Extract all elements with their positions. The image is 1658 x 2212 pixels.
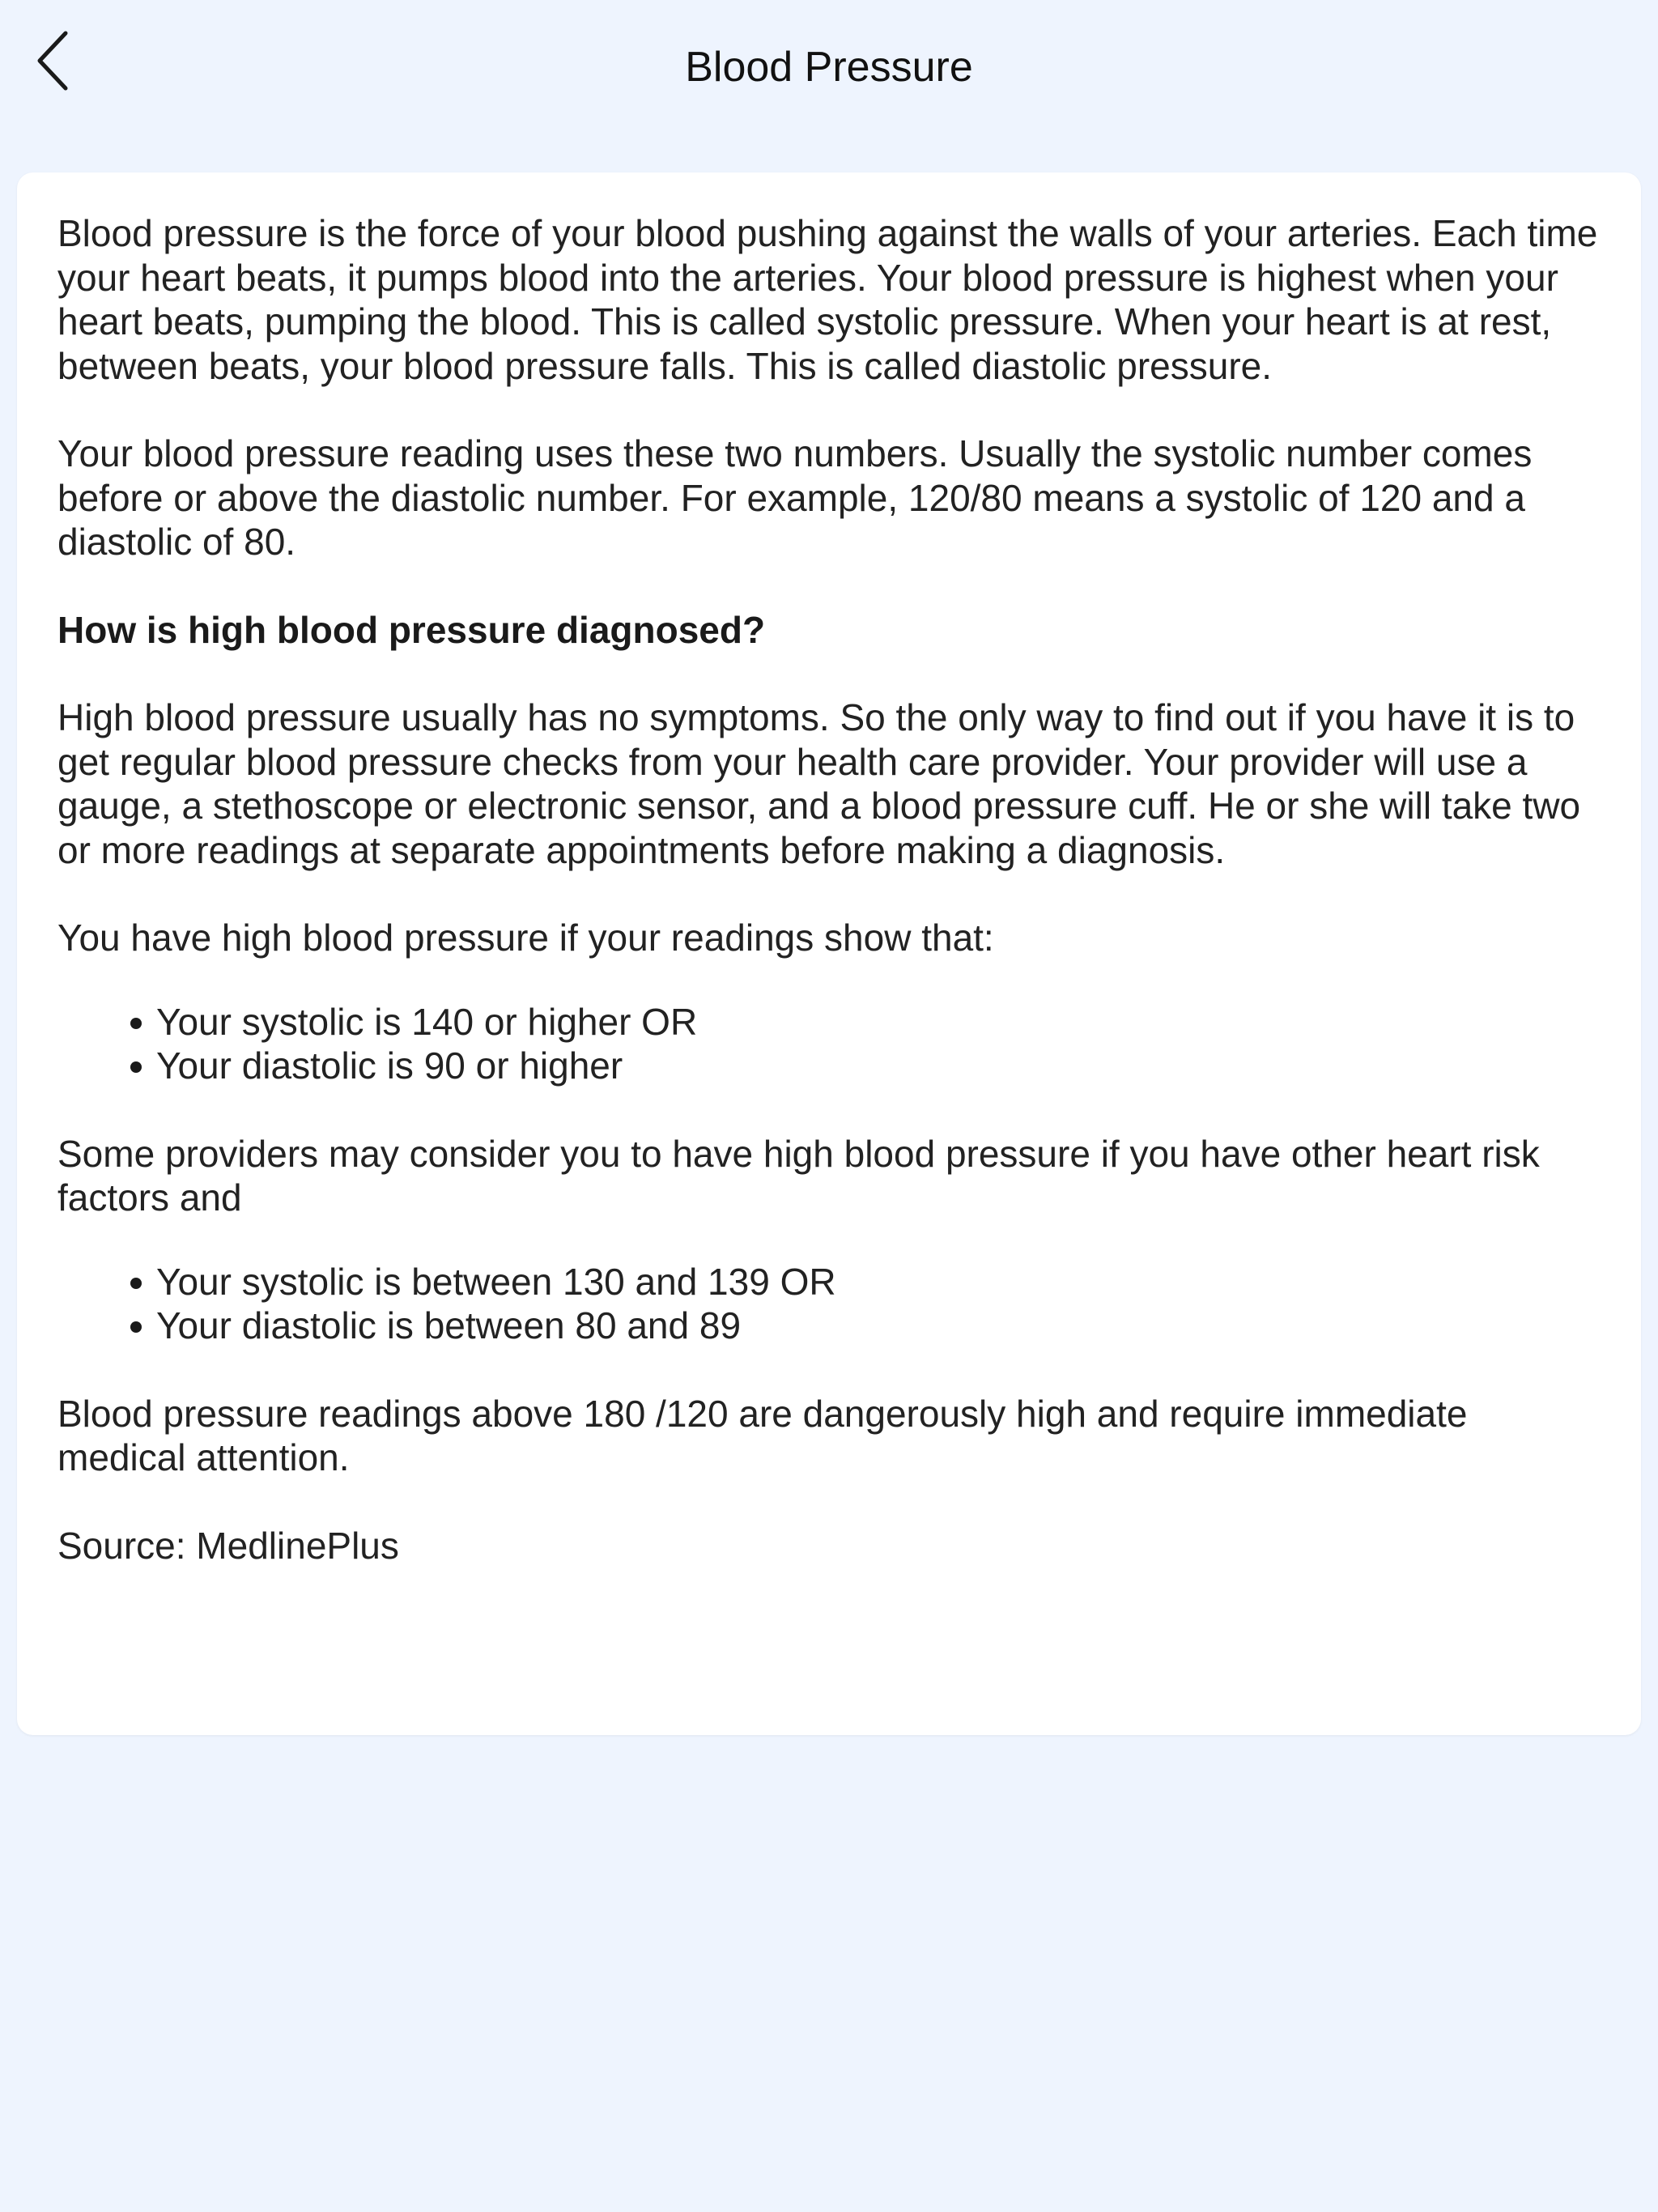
diagnosis-paragraph: High blood pressure usually has no symptoms. So the only way to find out if you have it is to get regular blood pressure checks from your health care provider. Your provider will use a gauge, a stethoscope or electronic sensor, and a blood pressure cuff. He or she will take two or more readings at separate appointments before making a diagnosis. (57, 696, 1581, 871)
high-bp-criteria-list (57, 1000, 1601, 1088)
list-item: Your systolic is 140 or higher OR (57, 1000, 1601, 1044)
list-item: Your diastolic is 90 or higher (57, 1044, 1601, 1088)
article-card (17, 172, 1641, 1735)
list-item: Your diastolic is between 80 and 89 (57, 1304, 1601, 1348)
page-title: Blood Pressure (685, 44, 973, 91)
risk-factors-intro: Some providers may consider you to have high blood pressure if you have other heart risk factors and (57, 1132, 1540, 1219)
risk-factors-criteria-list (57, 1260, 1601, 1348)
navigation-bar (0, 0, 1658, 138)
danger-note: Blood pressure readings above 180 /120 are dangerously high and require immediate medical attention. (57, 1392, 1468, 1478)
source-text: Source: MedlinePlus (57, 1524, 399, 1567)
high-bp-intro: You have high blood pressure if your readings show that: (57, 917, 994, 959)
article-body (57, 211, 1601, 1568)
intro-paragraph-2: Your blood pressure reading uses these two numbers. Usually the systolic number comes before or above the diastolic number. For example, 120/80 means a systolic of 120 and a diastolic of 80. (57, 432, 1533, 563)
list-item: Your systolic is between 130 and 139 OR (57, 1260, 1601, 1304)
section-heading: How is high blood pressure diagnosed? (57, 608, 766, 651)
intro-paragraph-1: Blood pressure is the force of your blood pushing against the walls of your arteries. Each time your heart beats, it pumps blood into the arteries. Your blood pressure is highest when your heart beats, pumping the blood. This is called systolic pressure. When your heart is at rest, between beats, your blood pressure falls. This is called diastolic pressure. (57, 212, 1598, 387)
